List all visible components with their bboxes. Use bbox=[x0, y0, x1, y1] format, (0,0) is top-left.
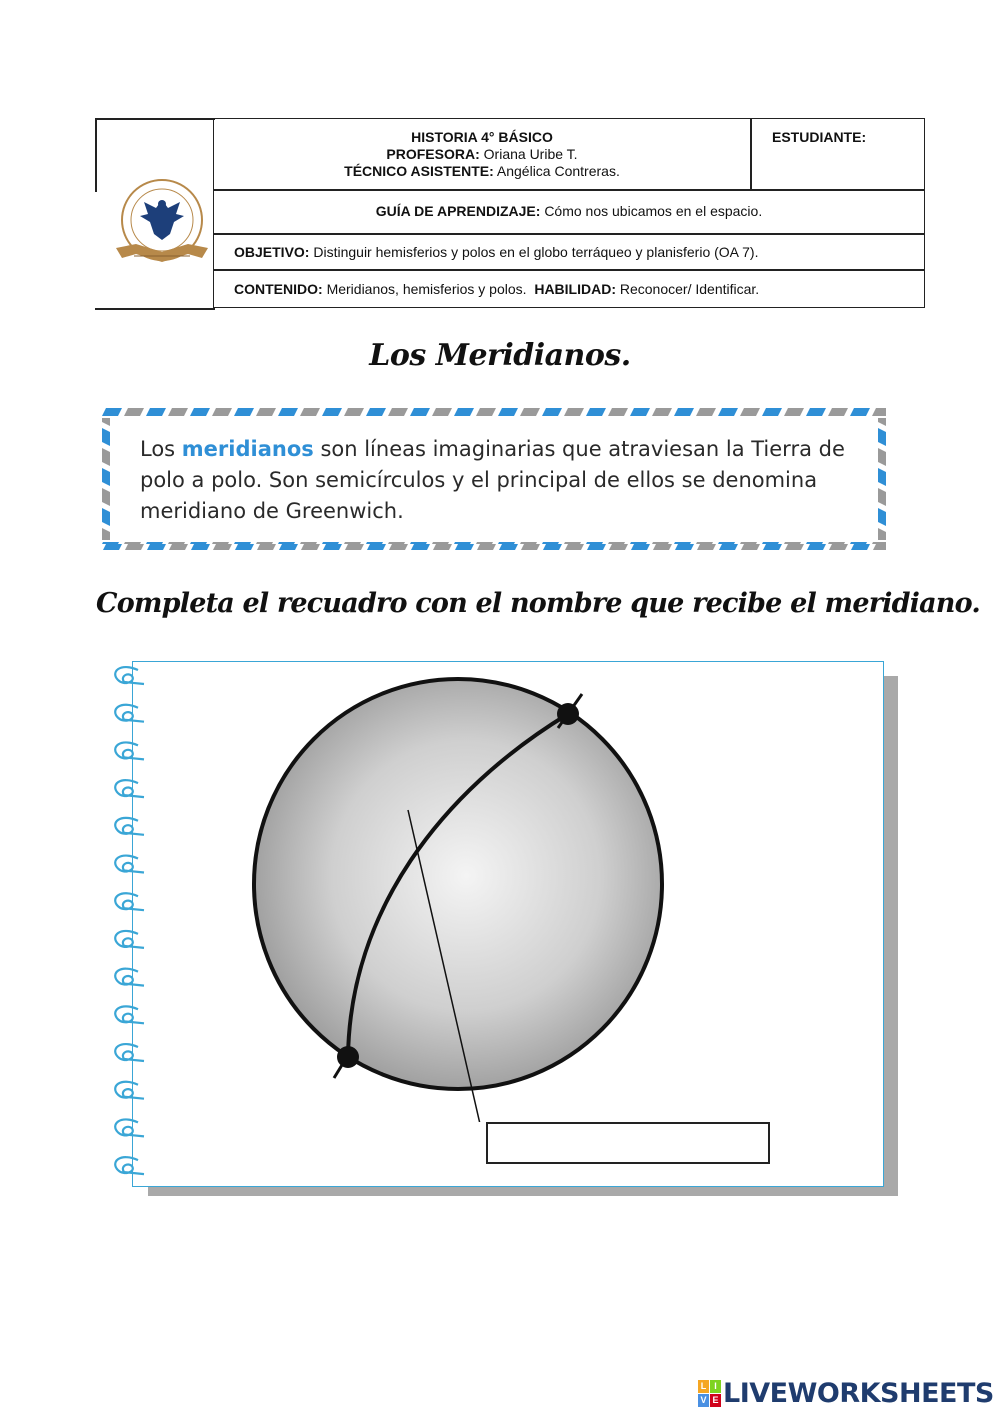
liveworksheets-logo-icon: L I V E bbox=[698, 1380, 720, 1406]
spiral-ring bbox=[115, 931, 144, 948]
answer-input[interactable] bbox=[486, 1122, 770, 1164]
content-row bbox=[213, 270, 925, 308]
globe-diagram bbox=[240, 672, 680, 1122]
spiral-binding bbox=[108, 662, 148, 1190]
instruction: Completa el recuadro con el nombre que recibe el meridiano. bbox=[96, 588, 980, 619]
skill-text: Reconocer/ Identificar. bbox=[619, 281, 760, 297]
definition-before: Los bbox=[140, 437, 182, 461]
south-pole bbox=[337, 1046, 359, 1068]
teacher-label: PROFESORA: bbox=[386, 146, 480, 162]
spiral-ring bbox=[115, 969, 144, 986]
school-logo bbox=[110, 178, 216, 274]
definition-after: son líneas imaginarias que atraviesan la Tierra de polo a polo. Son semicírculos y el principal de ellos se denomina meridiano de Greenwich. bbox=[140, 437, 845, 523]
spiral-ring bbox=[115, 742, 144, 759]
spiral-ring bbox=[115, 818, 144, 835]
definition-text bbox=[140, 434, 870, 527]
objective-text: Distinguir hemisferios y polos en el globo terráqueo y planisferio (OA 7). bbox=[313, 244, 759, 260]
skill-label: HABILIDAD: bbox=[534, 281, 616, 297]
spiral-ring bbox=[115, 1157, 144, 1174]
guide-text: Cómo nos ubicamos en el espacio. bbox=[544, 203, 763, 219]
content-label: CONTENIDO: bbox=[234, 281, 323, 297]
objective-label: OBJETIVO: bbox=[234, 244, 310, 260]
spiral-ring bbox=[115, 1119, 144, 1136]
spiral-ring bbox=[115, 780, 144, 797]
brand-text: LIVEWORKSHEETS bbox=[723, 1377, 994, 1409]
spiral-ring bbox=[115, 1006, 144, 1023]
student-cell[interactable] bbox=[751, 118, 925, 190]
spiral-ring bbox=[115, 1082, 144, 1099]
assistant-name: Angélica Contreras. bbox=[496, 163, 620, 179]
guide-label: GUÍA DE APRENDIZAJE: bbox=[375, 203, 541, 219]
header-table bbox=[95, 118, 925, 308]
objective-row bbox=[213, 234, 925, 270]
student-label: ESTUDIANTE: bbox=[772, 129, 867, 145]
spiral-ring bbox=[115, 856, 144, 873]
page-title: Los Meridianos. bbox=[369, 338, 631, 373]
guide-row bbox=[213, 190, 925, 234]
content-text: Meridianos, hemisferios y polos. bbox=[326, 281, 527, 297]
spiral-ring bbox=[115, 705, 144, 722]
spiral-ring bbox=[115, 893, 144, 910]
liveworksheets-brand[interactable] bbox=[698, 1376, 994, 1410]
course-info-cell bbox=[213, 118, 751, 190]
course-title: HISTORIA 4° BÁSICO bbox=[411, 129, 553, 145]
teacher-name: Oriana Uribe T. bbox=[483, 146, 578, 162]
definition-highlight: meridianos bbox=[181, 437, 314, 461]
spiral-ring bbox=[115, 667, 144, 684]
assistant-label: TÉCNICO ASISTENTE: bbox=[344, 163, 494, 179]
north-pole bbox=[557, 703, 579, 725]
spiral-ring bbox=[115, 1044, 144, 1061]
